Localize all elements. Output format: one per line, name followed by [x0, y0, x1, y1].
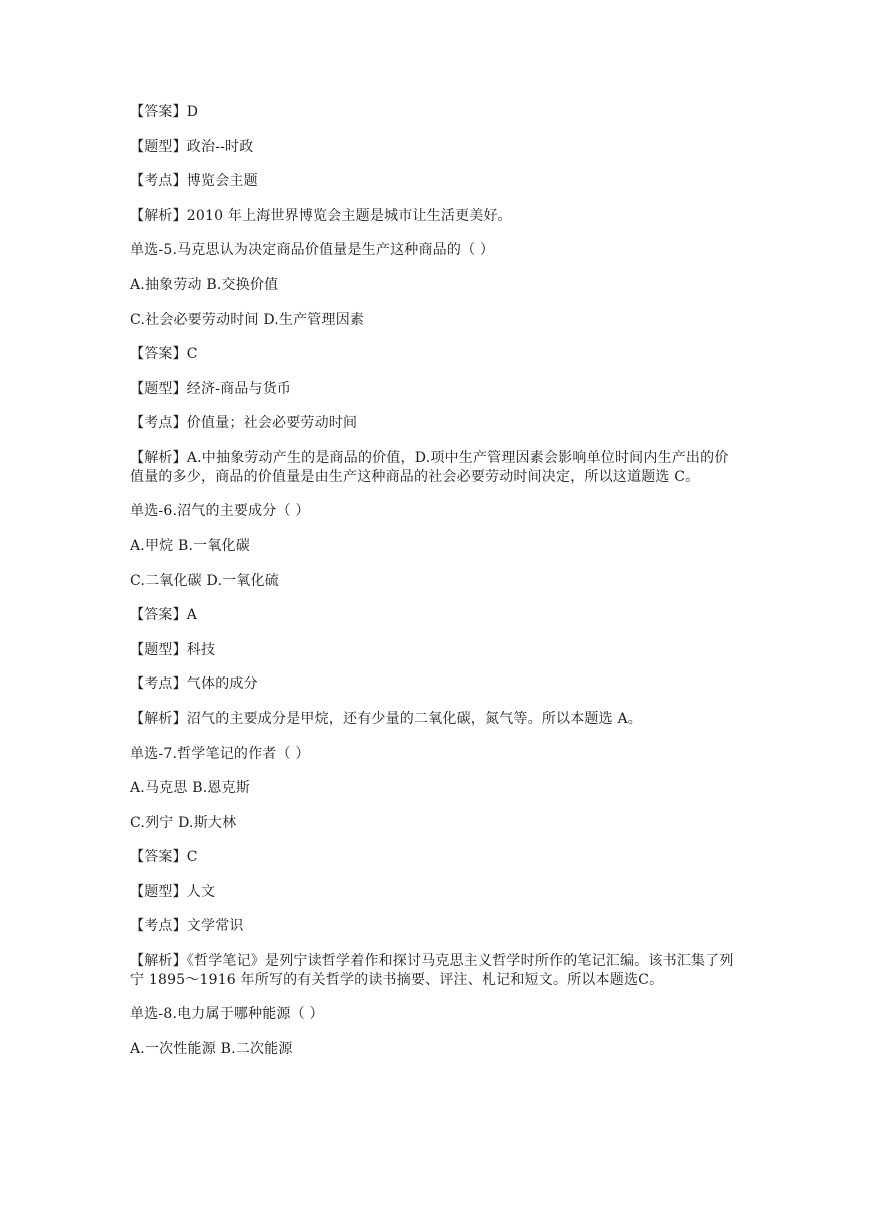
analysis-paragraph: 【解析】《哲学笔记》是列宁读哲学着作和探讨马克思主义哲学时所作的笔记汇编。该书汇集了列宁 1895～1916 年所写的有关哲学的读书摘要、评注、札记和短文。所以本题选C。: [130, 953, 734, 989]
analysis-paragraph: 【解析】A.中抽象劳动产生的是商品的价值，D.项中生产管理因素会影响单位时间内生产出的价值量的多少，商品的价值量是由生产这种商品的社会必要劳动时间决定，所以这道题选 C。: [130, 449, 729, 486]
key-point-line: 【考点】博览会主题: [130, 173, 258, 190]
analysis-line: 【解析】2010 年上海世界博览会主题是城市让生活更美好。: [130, 207, 512, 224]
options-ab: A.一次性能源 B.二次能源: [130, 1041, 293, 1058]
options-cd: C.社会必要劳动时间 D.生产管理因素: [130, 311, 365, 328]
answer-line: 【答案】C: [130, 849, 198, 866]
question-5: 单选-5.马克思认为决定商品价值量是生产这种商品的（ ）: [130, 242, 495, 259]
key-point-line: 【考点】气体的成分: [130, 676, 258, 693]
question-6: 单选-6.沼气的主要成分（ ）: [130, 503, 310, 520]
question-type-line: 【题型】政治--时政: [130, 138, 254, 155]
options-ab: A.马克思 B.恩克斯: [130, 780, 250, 797]
question-7: 单选-7.哲学笔记的作者（ ）: [130, 745, 310, 762]
key-point-line: 【考点】文学常识: [130, 918, 244, 935]
question-type-line: 【题型】人文: [130, 883, 216, 900]
options-ab: A.甲烷 B.一氧化碳: [130, 537, 250, 554]
question-8: 单选-8.电力属于哪种能源（ ）: [130, 1006, 324, 1023]
question-type-line: 【题型】经济-商品与货币: [130, 380, 292, 397]
analysis-line: 【解析】沼气的主要成分是甲烷，还有少量的二氧化碳，氮气等。所以本题选 A。: [130, 710, 642, 727]
answer-line: 【答案】A: [130, 607, 198, 624]
answer-line: 【答案】D: [130, 104, 199, 120]
key-point-line: 【考点】价值量；社会必要劳动时间: [130, 415, 358, 432]
options-cd: C.二氧化碳 D.一氧化硫: [130, 572, 279, 589]
options-ab: A.抽象劳动 B.交换价值: [130, 276, 279, 293]
options-cd: C.列宁 D.斯大林: [130, 814, 237, 831]
answer-line: 【答案】C: [130, 346, 198, 363]
question-type-line: 【题型】科技: [130, 641, 216, 658]
